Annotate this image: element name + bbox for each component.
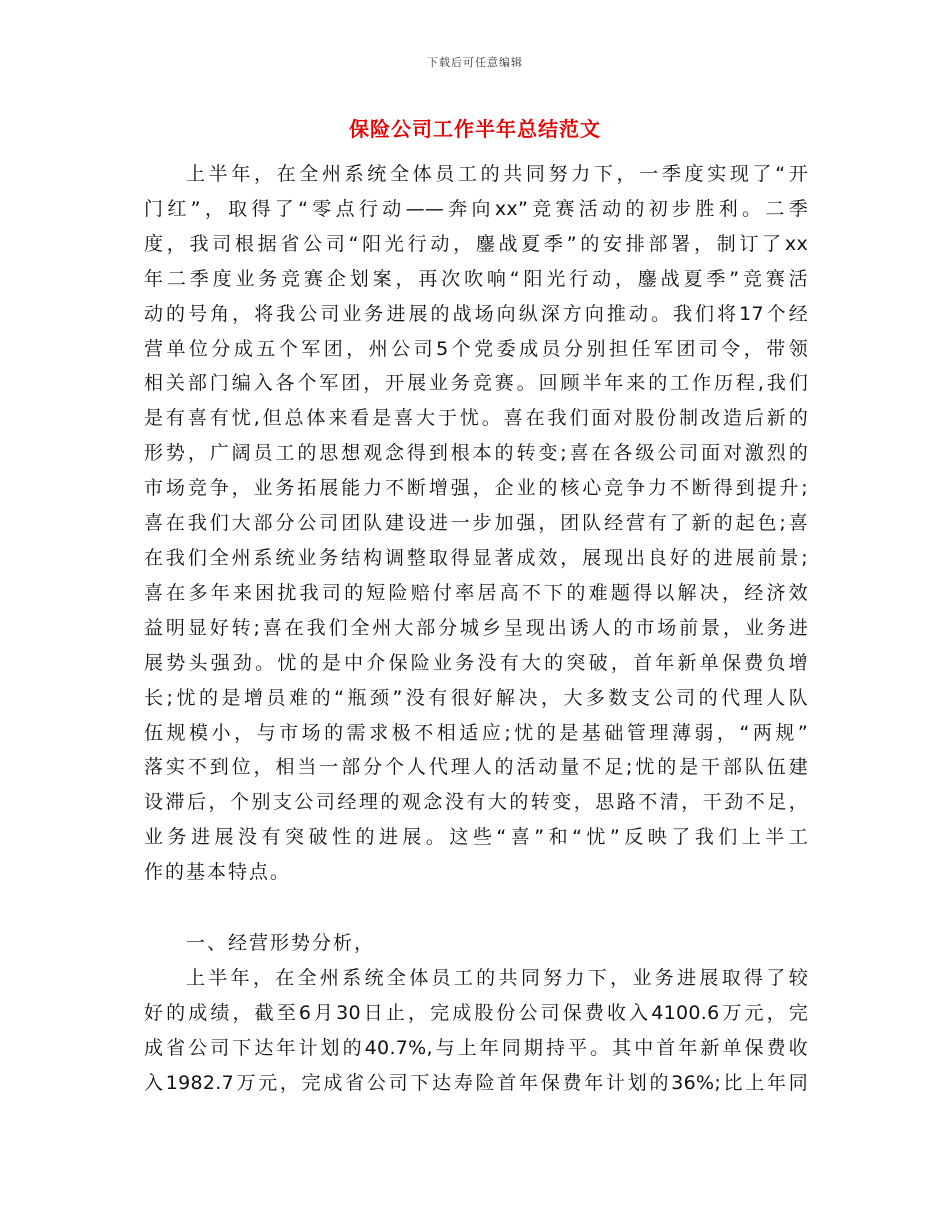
text-line: 是有喜有忧,但总体来看是喜大于忧。喜在我们面对股份制改造后新的 bbox=[144, 407, 808, 430]
text-line: 上半年，在全州系统全体员工的共同努力下，一季度实现了“开 bbox=[186, 163, 808, 185]
text-line: 成省公司下达年计划的40.7%,与上年同期持平。其中首年新单保费收 bbox=[144, 1036, 808, 1059]
paragraph-intro bbox=[144, 157, 808, 890]
text-line: 营单位分成五个军团，州公司5个党委成员分别担任军团司令，带领 bbox=[144, 337, 808, 360]
text-line: 喜在多年来困扰我司的短险赔付率居高不下的难题得以解决，经济效 bbox=[144, 581, 808, 604]
paragraph-analysis bbox=[144, 961, 808, 1101]
text-line: 展势头强劲。忧的是中介保险业务没有大的突破，首年新单保费负增 bbox=[144, 651, 808, 674]
text-line: 益明显好转;喜在我们全州大部分城乡呈现出诱人的市场前景，业务进 bbox=[144, 616, 808, 639]
text-line: 形势，广阔员工的思想观念得到根本的转变;喜在各级公司面对激烈的 bbox=[144, 442, 808, 465]
text-line: 伍规模小，与市场的需求极不相适应;忧的是基础管理薄弱，“两规” bbox=[144, 721, 808, 744]
text-line: 落实不到位，相当一部分个人代理人的活动量不足;忧的是干部队伍建 bbox=[144, 756, 808, 779]
text-line: 市场竞争，业务拓展能力不断增强，企业的核心竞争力不断得到提升; bbox=[144, 477, 808, 500]
text-line: 作的基本特点。 bbox=[144, 861, 292, 884]
text-line: 好的成绩，截至6月30日止，完成股份公司保费收入4100.6万元，完 bbox=[144, 1001, 808, 1024]
text-line: 在我们全州系统业务结构调整取得显著成效，展现出良好的进展前景; bbox=[144, 546, 808, 569]
text-line: 门红”，取得了“零点行动——奔向xx”竞赛活动的初步胜利。二季 bbox=[144, 197, 808, 220]
document-title: 保险公司工作半年总结范文 bbox=[349, 117, 601, 141]
text-line: 长;忧的是增员难的“瓶颈”没有很好解决，大多数支公司的代理人队 bbox=[144, 686, 808, 709]
header-note: 下载后可任意编辑 bbox=[427, 56, 523, 69]
text-line: 度，我司根据省公司“阳光行动，鏖战夏季”的安排部署，制订了xx bbox=[144, 232, 808, 255]
text-line: 喜在我们大部分公司团队建设进一步加强，团队经营有了新的起色;喜 bbox=[144, 512, 808, 535]
text-line: 业务进展没有突破性的进展。这些“喜”和“忧”反映了我们上半工 bbox=[144, 826, 808, 849]
text-line: 动的号角，将我公司业务进展的战场向纵深方向推动。我们将17个经 bbox=[144, 302, 808, 325]
text-line: 相关部门编入各个军团，开展业务竞赛。回顾半年来的工作历程,我们 bbox=[144, 372, 808, 395]
text-line: 上半年，在全州系统全体员工的共同努力下，业务进展取得了较 bbox=[186, 967, 808, 989]
section-heading-text: 一、经营形势分析， bbox=[186, 932, 376, 954]
text-line: 设滞后，个别支公司经理的观念没有大的转变，思路不清，干劲不足， bbox=[144, 791, 808, 814]
section-heading bbox=[144, 926, 808, 961]
text-line: 年二季度业务竞赛企划案，再次吹响“阳光行动，鏖战夏季”竞赛活 bbox=[144, 267, 808, 290]
text-line: 入1982.7万元，完成省公司下达寿险首年保费年计划的36%;比上年同 bbox=[144, 1071, 808, 1094]
